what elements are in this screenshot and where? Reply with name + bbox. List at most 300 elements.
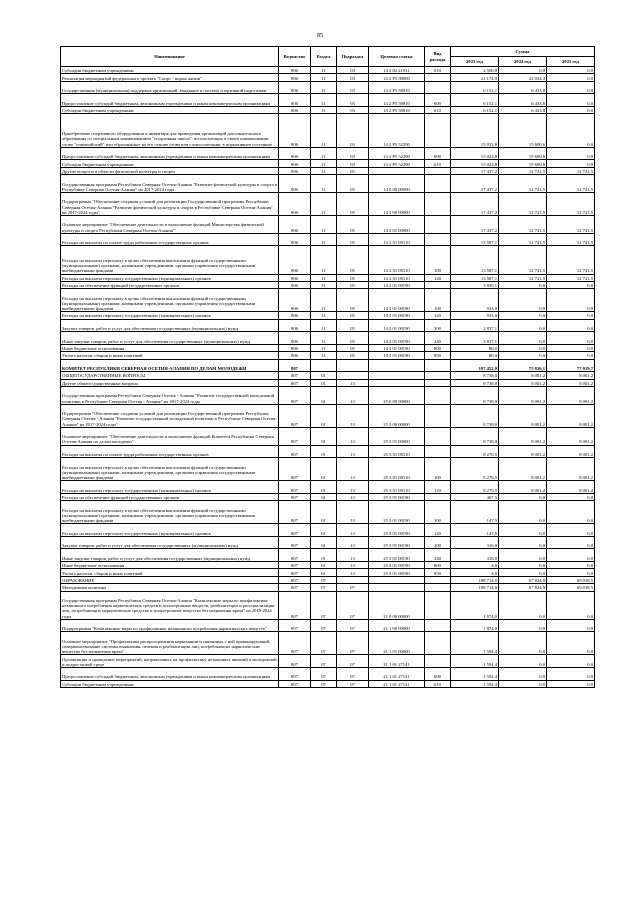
cell-sum-2025: 0,0	[547, 344, 595, 351]
cell-section: 11	[311, 312, 337, 319]
table-row	[61, 274, 595, 281]
cell-name: Расходы на выплаты персоналу государственных (муниципальных) органов	[61, 524, 279, 537]
cell-expense-type: 120	[425, 312, 451, 319]
cell-ministry: 806	[279, 114, 311, 147]
cell-sum-2023: 80,0	[451, 352, 499, 359]
cell-subsection: 13	[337, 387, 369, 405]
cell-sum-2023: 17 437,2	[451, 167, 499, 174]
cell-target: 14 2 P5 52290	[369, 114, 425, 147]
cell-target: 21 1 01 00000	[369, 632, 425, 655]
cell-sum-2024: 15 600,6	[499, 114, 547, 147]
cell-expense-type: 120	[425, 481, 451, 494]
cell-expense-type	[425, 81, 451, 94]
cell-subsection: 13	[337, 379, 369, 386]
cell-section: 11	[311, 192, 337, 215]
cell-sum-2024: 0,0	[499, 655, 547, 668]
table-row	[61, 549, 595, 562]
table-row	[61, 114, 595, 147]
cell-target: 14 2 P5 00000	[369, 74, 425, 81]
table-row	[61, 387, 595, 405]
cell-subsection: 03	[337, 114, 369, 147]
header-2025: 2025 год	[547, 57, 595, 67]
cell-name: Другие вопросы в области физической культуры и спорта	[61, 167, 279, 174]
cell-sum-2025: 0,0	[547, 524, 595, 537]
cell-section: 01	[311, 493, 337, 500]
cell-sum-2023: 6 152,1	[451, 106, 499, 113]
cell-name: Подпрограмма "Комплексные меры по профилактике незаконного потребления наркотических веществ"	[61, 619, 279, 632]
cell-ministry: 806	[279, 319, 311, 332]
cell-ministry: 807	[279, 561, 311, 568]
cell-section: 11	[311, 167, 337, 174]
cell-ministry: 806	[279, 274, 311, 281]
cell-ministry: 806	[279, 312, 311, 319]
cell-name: Государственная программа Республики Северная Осетия - Алания "Развитие государственной молодежной политики в Республике Северная Осетия - Алания" на 2017-2024 годы	[61, 387, 279, 405]
cell-ministry: 807	[279, 493, 311, 500]
cell-sum-2024: 6 433,8	[499, 81, 547, 94]
cell-section: 11	[311, 106, 337, 113]
cell-sum-2024: 12 741,5	[499, 175, 547, 193]
cell-target: 14 2 01 00000	[369, 215, 425, 233]
cell-expense-type	[425, 233, 451, 246]
header-sum: Сумма	[451, 47, 595, 57]
cell-sum-2025: 0,0	[547, 493, 595, 500]
cell-target	[369, 584, 425, 591]
cell-sum-2025: 0,0	[547, 667, 595, 680]
table-row	[61, 445, 595, 458]
cell-sum-2025: 12 741,5	[547, 246, 595, 274]
cell-target: 25 3 01 00190	[369, 549, 425, 562]
cell-target: 25 3 01 00190	[369, 569, 425, 576]
page-number: 85	[317, 33, 323, 39]
cell-sum-2025: 0,0	[547, 160, 595, 167]
cell-sum-2025: 8 001,2	[547, 445, 595, 458]
table-row	[61, 481, 595, 494]
cell-ministry: 807	[279, 445, 311, 458]
cell-section: 07	[311, 576, 337, 583]
cell-sum-2023: 15 022,8	[451, 160, 499, 167]
table-row	[61, 372, 595, 379]
cell-sum-2024: 15 600,6	[499, 160, 547, 167]
cell-subsection: 13	[337, 445, 369, 458]
cell-subsection: 05	[337, 246, 369, 274]
cell-sum-2024: 0,0	[499, 549, 547, 562]
cell-section: 11	[311, 344, 337, 351]
cell-name: Расходы на выплаты персоналу государственных (муниципальных) органов	[61, 274, 279, 281]
cell-expense-type: 240	[425, 549, 451, 562]
cell-name: Предоставление субсидий бюджетным, автономным учреждениям и иным некоммерческим организациям	[61, 94, 279, 107]
cell-section: 07	[311, 680, 337, 687]
cell-sum-2025: 0,0	[547, 655, 595, 668]
table-row	[61, 427, 595, 445]
table-row	[61, 160, 595, 167]
cell-sum-2025: 12 741,5	[547, 192, 595, 215]
cell-section: 07	[311, 632, 337, 655]
table-row	[61, 312, 595, 319]
cell-sum-2024: 0,0	[499, 667, 547, 680]
table-row	[61, 591, 595, 619]
cell-sum-2025: 0,0	[547, 81, 595, 94]
table-row	[61, 246, 595, 274]
cell-expense-type	[425, 655, 451, 668]
cell-sum-2025: 0,0	[547, 501, 595, 524]
cell-sum-2023: 17 437,2	[451, 215, 499, 233]
cell-subsection: 03	[337, 67, 369, 74]
cell-ministry: 806	[279, 167, 311, 174]
cell-sum-2023: 80,0	[451, 344, 499, 351]
cell-sum-2023: 316,0	[451, 549, 499, 562]
header-subsection: Подраздел	[337, 47, 369, 67]
header-section: Раздел	[311, 47, 337, 67]
cell-target: 14 2 01 00190	[369, 344, 425, 351]
cell-section: 07	[311, 655, 337, 668]
cell-subsection	[337, 359, 369, 372]
cell-expense-type	[425, 404, 451, 427]
cell-sum-2023: 17 437,2	[451, 175, 499, 193]
cell-expense-type: 120	[425, 524, 451, 537]
cell-subsection: 07	[337, 655, 369, 668]
cell-section: 01	[311, 524, 337, 537]
cell-target: 14 2 P5 50810	[369, 81, 425, 94]
cell-name: Иные закупки товаров, работ и услуг для обеспечения государственных (муниципальных) нужд	[61, 332, 279, 345]
cell-sum-2025: 0,0	[547, 332, 595, 345]
cell-name: Расходы на обеспечение функций государственных органов	[61, 493, 279, 500]
table-row	[61, 344, 595, 351]
cell-section: 11	[311, 319, 337, 332]
cell-sum-2025: 12 741,5	[547, 233, 595, 246]
cell-ministry: 806	[279, 94, 311, 107]
cell-sum-2025: 0,0	[547, 67, 595, 74]
cell-ministry: 807	[279, 549, 311, 562]
cell-target: 14 2 P5 50810	[369, 94, 425, 107]
cell-sum-2024: 0,0	[499, 312, 547, 319]
cell-target: 14 2 01 00190	[369, 312, 425, 319]
cell-name: Государственная программа Республики Северная Осетия-Алания "Комплексные меры по профилактике незаконного потребления наркотических средств и психотропных веществ, реабилитации и ресоциализации лиц, потребляющих наркотические средства и психотропные вещества без назначения врача" на 2015-2024 годы	[61, 591, 279, 619]
cell-ministry: 806	[279, 160, 311, 167]
cell-sum-2023: 467,5	[451, 493, 499, 500]
cell-subsection: 05	[337, 192, 369, 215]
cell-subsection: 07	[337, 619, 369, 632]
cell-sum-2023: 1 594,4	[451, 632, 499, 655]
cell-sum-2024: 0,0	[499, 493, 547, 500]
cell-sum-2025: 8 001,2	[547, 372, 595, 379]
cell-name: Расходы на выплаты по оплате труда работников государственных органов	[61, 445, 279, 458]
cell-expense-type	[425, 192, 451, 215]
table-row	[61, 458, 595, 481]
cell-target: 14 2 01 00110	[369, 246, 425, 274]
cell-section: 11	[311, 147, 337, 160]
cell-target: 14 2 01 00110	[369, 274, 425, 281]
cell-sum-2023: 197 452,0	[451, 359, 499, 372]
cell-target: 25 3 01 00110	[369, 481, 425, 494]
cell-sum-2023: 21 174,9	[451, 74, 499, 81]
table-row	[61, 536, 595, 549]
cell-expense-type: 850	[425, 569, 451, 576]
cell-expense-type: 800	[425, 344, 451, 351]
cell-subsection: 05	[337, 352, 369, 359]
table-row	[61, 81, 595, 94]
cell-sum-2023: 147,5	[451, 524, 499, 537]
cell-ministry: 806	[279, 352, 311, 359]
cell-sum-2025: 8 001,2	[547, 387, 595, 405]
cell-expense-type: 240	[425, 332, 451, 345]
cell-subsection: 03	[337, 94, 369, 107]
cell-expense-type	[425, 493, 451, 500]
cell-target: 25 3 01 00110	[369, 445, 425, 458]
cell-sum-2024: 0,0	[499, 591, 547, 619]
cell-name: Основное мероприятие "Обеспечение деятельности и выполнение функций Министерства физической культуры и спорта Республики Северная Осетия-Алания"	[61, 215, 279, 233]
table-row	[61, 67, 595, 74]
cell-sum-2025: 0,0	[547, 680, 595, 687]
cell-expense-type	[425, 74, 451, 81]
cell-ministry: 807	[279, 576, 311, 583]
cell-name: Другие общегосударственные вопросы	[61, 379, 279, 386]
cell-sum-2025: 0,0	[547, 74, 595, 81]
table-row	[61, 332, 595, 345]
cell-sum-2024: 12 741,5	[499, 215, 547, 233]
budget-table	[60, 46, 595, 688]
cell-sum-2025: 0,0	[547, 319, 595, 332]
cell-target: 25 3 01 00000	[369, 427, 425, 445]
cell-target: 14 2 02 21931	[369, 67, 425, 74]
cell-target: 25 3 01 00110	[369, 458, 425, 481]
table-row	[61, 233, 595, 246]
cell-expense-type	[425, 619, 451, 632]
cell-name: Расходы на обеспечение функций государственных органов	[61, 281, 279, 288]
cell-sum-2024: 15 600,6	[499, 147, 547, 160]
cell-target: 21 1 01 27141	[369, 680, 425, 687]
cell-ministry: 806	[279, 246, 311, 274]
cell-sum-2023: 8 738,0	[451, 404, 499, 427]
cell-expense-type: 610	[425, 680, 451, 687]
cell-subsection: 05	[337, 233, 369, 246]
cell-subsection: 03	[337, 74, 369, 81]
cell-sum-2023: 2 837,1	[451, 319, 499, 332]
cell-subsection: 05	[337, 281, 369, 288]
table-row	[61, 74, 595, 81]
cell-expense-type: 610	[425, 160, 451, 167]
cell-sum-2025: 12 741,5	[547, 175, 595, 193]
cell-sum-2024: 0,0	[499, 632, 547, 655]
table-row	[61, 493, 595, 500]
cell-section: 07	[311, 619, 337, 632]
cell-name: Закупка товаров, работ и услуг для обеспечения государственных (муниципальных) нужд	[61, 536, 279, 549]
cell-ministry: 807	[279, 667, 311, 680]
cell-sum-2025: 0,0	[547, 289, 595, 312]
cell-ministry: 807	[279, 569, 311, 576]
cell-section: 01	[311, 379, 337, 386]
cell-name: Расходы на выплаты по оплате труда работников государственных органов	[61, 233, 279, 246]
cell-sum-2024: 67 824,9	[499, 576, 547, 583]
cell-sum-2024: 0,0	[499, 501, 547, 524]
cell-section: 01	[311, 404, 337, 427]
cell-sum-2025: 8 001,2	[547, 481, 595, 494]
cell-sum-2024: 8 001,2	[499, 427, 547, 445]
cell-sum-2023: 4,0	[451, 569, 499, 576]
cell-section: 07	[311, 584, 337, 591]
cell-sum-2024: 0,0	[499, 289, 547, 312]
cell-subsection: 05	[337, 175, 369, 193]
cell-name: Расходы на выплаты персоналу государственных (муниципальных) органов	[61, 312, 279, 319]
cell-sum-2023: 13 587,1	[451, 233, 499, 246]
cell-sum-2023: 147,5	[451, 501, 499, 524]
cell-target: 14 2 P5 52290	[369, 160, 425, 167]
cell-target: 25 0 00 00000	[369, 387, 425, 405]
cell-section: 01	[311, 445, 337, 458]
cell-sum-2023: 1 594,4	[451, 667, 499, 680]
cell-section: 01	[311, 561, 337, 568]
table-row	[61, 167, 595, 174]
cell-section: 11	[311, 94, 337, 107]
cell-ministry: 807	[279, 501, 311, 524]
cell-sum-2023: 6 152,1	[451, 81, 499, 94]
cell-ministry: 806	[279, 74, 311, 81]
header-expense-type: Вид расхода	[425, 47, 451, 67]
cell-target: 25 3 01 00190	[369, 501, 425, 524]
cell-sum-2023: 188 714,0	[451, 576, 499, 583]
cell-expense-type: 200	[425, 319, 451, 332]
cell-section: 11	[311, 67, 337, 74]
cell-ministry: 807	[279, 481, 311, 494]
cell-sum-2024: 0,0	[499, 67, 547, 74]
cell-expense-type: 610	[425, 67, 451, 74]
cell-sum-2023: 1 874,0	[451, 619, 499, 632]
cell-name: Субсидии бюджетным учреждениям	[61, 106, 279, 113]
cell-sum-2024: 0,0	[499, 569, 547, 576]
cell-section: 01	[311, 549, 337, 562]
cell-expense-type: 800	[425, 561, 451, 568]
cell-sum-2023: 8 738,0	[451, 379, 499, 386]
table-row	[61, 561, 595, 568]
table-row	[61, 352, 595, 359]
cell-section	[311, 359, 337, 372]
cell-ministry: 807	[279, 680, 311, 687]
cell-sum-2024: 12 741,5	[499, 167, 547, 174]
cell-name: Реализация мероприятий федерального проекта "Спорт - норма жизни"	[61, 74, 279, 81]
cell-subsection: 05	[337, 274, 369, 281]
cell-section: 11	[311, 289, 337, 312]
cell-sum-2024: 0,0	[499, 680, 547, 687]
cell-sum-2023: 933,0	[451, 312, 499, 319]
cell-subsection: 13	[337, 481, 369, 494]
cell-subsection: 13	[337, 458, 369, 481]
cell-subsection: 07	[337, 667, 369, 680]
cell-subsection: 13	[337, 493, 369, 500]
cell-expense-type: 850	[425, 352, 451, 359]
table-row	[61, 632, 595, 655]
cell-expense-type	[425, 114, 451, 147]
cell-name: ОБРАЗОВАНИЕ	[61, 576, 279, 583]
cell-ministry: 806	[279, 67, 311, 74]
cell-sum-2023: 15 022,8	[451, 147, 499, 160]
cell-name: Основное мероприятие "Обеспечение деятельности и выполнение функций Комитета Республики Северная Осетия-Алания по делам молодежи"	[61, 427, 279, 445]
cell-sum-2023: 3 850,1	[451, 281, 499, 288]
cell-sum-2024: 0,0	[499, 332, 547, 345]
cell-sum-2025: 8 001,2	[547, 404, 595, 427]
cell-sum-2025: 8 001,2	[547, 427, 595, 445]
cell-target	[369, 372, 425, 379]
table-row	[61, 655, 595, 668]
table-row	[61, 501, 595, 524]
cell-target	[369, 167, 425, 174]
table-row	[61, 584, 595, 591]
cell-name: Предоставление субсидий бюджетным, автономным учреждениям и иным некоммерческим организациям	[61, 147, 279, 160]
table-row	[61, 147, 595, 160]
cell-name: КОМИТЕТ РЕСПУБЛИКИ СЕВЕРНАЯ ОСЕТИЯ-АЛАНИЯ ПО ДЕЛАМ МОЛОДЕЖИ	[61, 359, 279, 372]
cell-expense-type	[425, 167, 451, 174]
table-row	[61, 619, 595, 632]
table-row	[61, 359, 595, 372]
cell-sum-2023: 316,0	[451, 536, 499, 549]
cell-sum-2024: 22 034,4	[499, 74, 547, 81]
cell-target: 25 3 01 00190	[369, 536, 425, 549]
cell-subsection: 07	[337, 584, 369, 591]
cell-target: 25 3 01 00190	[369, 493, 425, 500]
cell-expense-type	[425, 175, 451, 193]
cell-name: Подпрограмма "Обеспечение создания условий для реализации Государственной программы Республики Северная Осетия - Алания "Развитие государственной молодежной политики в Республике Северная Осетия-Алания" на 2017-2024 годы"	[61, 404, 279, 427]
cell-name: Расходы на выплаты персоналу в целях обеспечения выполнения функций государственными (муниципальными) органами, казенными учреждениями, органами управления государственными внебюджетными фондами	[61, 246, 279, 274]
cell-sum-2025: 12 741,5	[547, 215, 595, 233]
table-body	[61, 67, 595, 688]
cell-expense-type: 120	[425, 274, 451, 281]
cell-name: Иные бюджетные ассигнования	[61, 344, 279, 351]
cell-sum-2025: 0,0	[547, 106, 595, 113]
cell-name: Расходы на выплаты персоналу государственных (муниципальных) органов	[61, 481, 279, 494]
cell-sum-2023: 8 738,0	[451, 372, 499, 379]
cell-sum-2025: 0,0	[547, 591, 595, 619]
cell-subsection: 05	[337, 289, 369, 312]
cell-sum-2023: 1 874,0	[451, 591, 499, 619]
cell-subsection: 13	[337, 501, 369, 524]
cell-ministry: 807	[279, 591, 311, 619]
cell-section: 01	[311, 536, 337, 549]
cell-section: 01	[311, 372, 337, 379]
cell-sum-2023: 17 437,2	[451, 192, 499, 215]
cell-sum-2024: 0,0	[499, 619, 547, 632]
cell-sum-2024: 8 001,2	[499, 387, 547, 405]
table-row	[61, 106, 595, 113]
cell-sum-2025: 69 018,5	[547, 576, 595, 583]
cell-name: Предоставление субсидий бюджетным, автономным учреждениям и иным некоммерческим организациям	[61, 667, 279, 680]
cell-subsection	[337, 576, 369, 583]
cell-ministry: 806	[279, 344, 311, 351]
table-row	[61, 192, 595, 215]
table-row	[61, 175, 595, 193]
cell-ministry: 807	[279, 379, 311, 386]
cell-name: Расходы на выплаты персоналу в целях обеспечения выполнения функций государственными (муниципальными) органами, казенными учреждениями, органами управления государственными внебюджетными фондами	[61, 289, 279, 312]
cell-name: Расходы на выплаты персоналу в целях обеспечения выполнения функций государственными (муниципальными) органами, казенными учреждениями, органами управления государственными внебюджетными фондами	[61, 501, 279, 524]
cell-section: 11	[311, 332, 337, 345]
cell-name: Расходы на выплаты персоналу в целях обеспечения выполнения функций государственными (муниципальными) органами, казенными учреждениями, органами управления государственными внебюджетными фондами	[61, 458, 279, 481]
cell-target: 25 3 01 00190	[369, 524, 425, 537]
cell-sum-2024: 8 001,2	[499, 458, 547, 481]
table-row	[61, 94, 595, 107]
cell-sum-2025: 8 001,2	[547, 458, 595, 481]
cell-ministry: 806	[279, 289, 311, 312]
cell-subsection: 03	[337, 81, 369, 94]
cell-section: 01	[311, 569, 337, 576]
cell-target: 21 1 01 27141	[369, 655, 425, 668]
cell-subsection: 07	[337, 591, 369, 619]
cell-sum-2025: 69 018,5	[547, 584, 595, 591]
table-row	[61, 404, 595, 427]
cell-section: 11	[311, 274, 337, 281]
cell-ministry: 807	[279, 524, 311, 537]
table-row	[61, 667, 595, 680]
cell-section: 11	[311, 81, 337, 94]
table-row	[61, 569, 595, 576]
cell-ministry: 806	[279, 233, 311, 246]
cell-target: 14 2 01 00190	[369, 332, 425, 345]
